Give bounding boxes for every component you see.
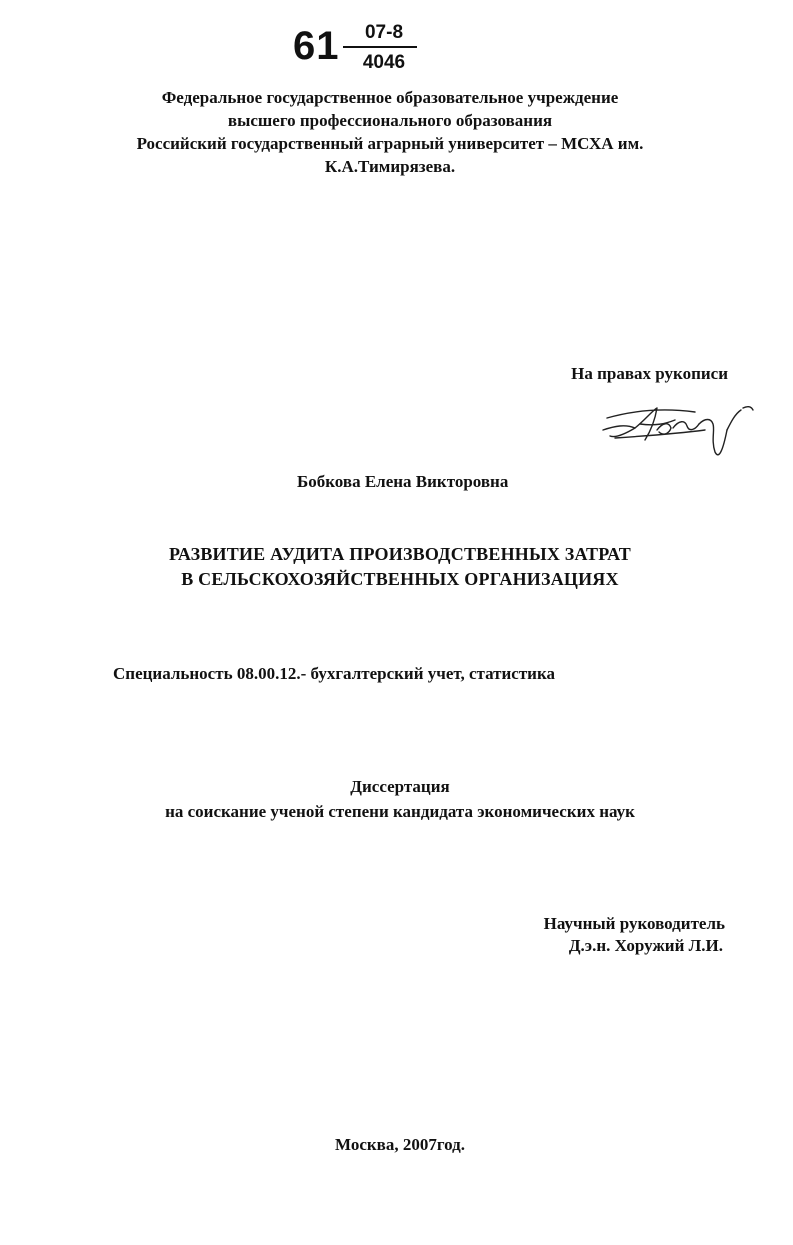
manuscript-note: На правах рукописи	[571, 364, 728, 383]
dissertation-type: Диссертация	[350, 777, 450, 796]
archive-code-bottom: 4046	[362, 52, 406, 73]
dissertation-purpose: на соискание ученой степени кандидата экономических наук	[165, 802, 635, 821]
advisor-role: Научный руководитель	[543, 914, 725, 933]
author-name: Бобкова Елена Викторовна	[297, 472, 509, 491]
thesis-title-line-2: В СЕЛЬСКОХОЗЯЙСТВЕННЫХ ОРГАНИЗАЦИЯХ	[181, 569, 619, 589]
place-year: Москва, 2007год.	[335, 1135, 465, 1154]
advisor-name: Д.э.н. Хоружий Л.И.	[568, 936, 723, 955]
institution-line-2: высшего профессионального образования	[227, 111, 553, 130]
archive-code-number: 61	[293, 24, 340, 68]
specialty: Специальность 08.00.12.- бухгалтерский учет, статистика	[113, 664, 556, 683]
institution-line-1: Федеральное государственное образовательное учреждение	[161, 88, 619, 107]
archive-code-divider	[343, 46, 417, 48]
thesis-title-line-1: РАЗВИТИЕ АУДИТА ПРОИЗВОДСТВЕННЫХ ЗАТРАТ	[169, 544, 631, 564]
signature-image	[595, 400, 765, 470]
institution-line-4: К.А.Тимирязева.	[324, 157, 456, 176]
institution-line-3: Российский государственный аграрный университет – МСХА им.	[136, 134, 644, 153]
archive-code-top: 07-8	[364, 22, 404, 43]
